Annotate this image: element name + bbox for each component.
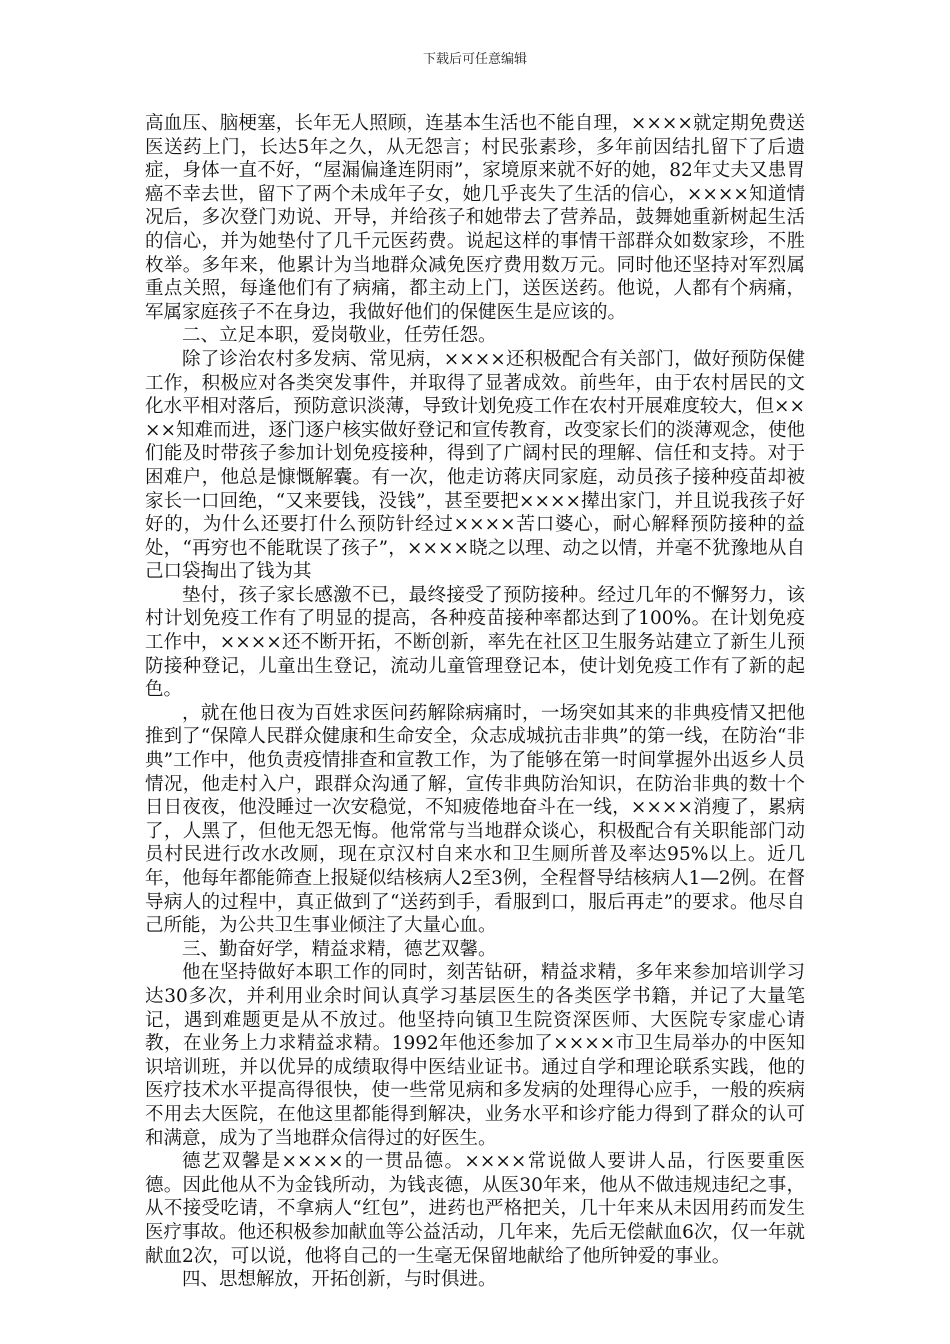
section-heading: 四、思想解放，开拓创新，与时俱进。	[182, 1269, 497, 1291]
paragraph: 高血压、脑梗塞，长年无人照顾，连基本生活也不能自理，××××就定期免费送医送药上门，长达5年之久，从无怨言；村民张素珍，多年前因结扎留下了后遗症，身体一直不好，“屋漏偏逢连阴雨”，家境原来就不好的她，82年丈夫又患胃癌不幸去世，留下了两个未成年子女，她几乎丧失了生活的信心，××××知道情况后，多次登门劝说、开导，并给孩子和她带去了营养品，鼓舞她重新树起生活的信心，并为她垫付了几千元医药费。说起这样的事情干部群众如数家珍，不胜枚举。多年来，他累计为当地群众减免医疗费用数万元。同时他还坚持对军烈属重点关照，每逢他们有了病痛，都主动上门，送医送药。他说，人都有个病痛，军属家庭孩子不在身边，我做好他们的保健医生是应该的。	[145, 113, 805, 323]
paragraph: 他在坚持做好本职工作的同时，刻苦钻研，精益求精，多年来参加培训学习达30多次，并利用业余时间认真学习基层医生的各类医学书籍，并记了大量笔记，遇到难题更是从不放过。他坚持向镇卫生院资深医师、大医院专家虚心请教，在业务上力求精益求精。1992年他还参加了××××市卫生局举办的中医知识培训班，并以优异的成绩取得中医结业证书。通过自学和理论联系实践，他的医疗技术水平提高得很快，使一些常见病和多发病的处理得心应手，一般的疾病不用去大医院，在他这里都能得到解决，业务水平和诊疗能力得到了群众的认可和满意，成为了当地群众信得过的好医生。	[145, 962, 805, 1149]
section-heading: 二、立足本职，爱岗敬业，任劳任怨。	[182, 325, 497, 347]
paragraph: 德艺双馨是××××的一贯品德。××××常说做人要讲人品，行医要重医德。因此他从不为金钱所动，为钱丧德，从医30年来，他从不做违规违纪之事，从不接受吃请，不拿病人“红包”，进药也严格把关，几十年来从未因用药而发生医疗事故。他还积极参加献血等公益活动，几年来，先后无偿献血6次，仅一年就献血2次，可以说，他将自己的一生毫无保留地献给了他所钟爱的事业。	[145, 1151, 805, 1267]
paragraph: 除了诊治农村多发病、常见病，××××还积极配合有关部门，做好预防保健工作，积极应对各类突发事件，并取得了显著成效。前些年，由于农村居民的文化水平相对落后，预防意识淡薄，导致计划免疫工作在农村开展难度较大，但××××知难而进，逐门逐户核实做好登记和宣传教育，改变家长们的淡薄观念，使他们能及时带孩子参加计划免疫接种，得到了广阔村民的理解、信任和支持。对于困难户，他总是慷慨解囊。有一次，他走访蒋庆同家庭，动员孩子接种疫苗却被家长一口回绝，“又来要钱，没钱”，甚至要把××××撵出家门，并且说我孩子好好的，为什么还要打什么预防针经过××××苦口婆心，耐心解释预防接种的益处，“再穷也不能耽误了孩子”，××××晓之以理、动之以情，并毫不犹豫地从自己口袋掏出了钱为其	[145, 348, 806, 583]
page-header: 下载后可任意编辑	[422, 52, 527, 67]
section-heading: 三、勤奋好学，精益求精，德艺双馨。	[182, 938, 497, 960]
document-body	[145, 112, 805, 1292]
paragraph: 垫付，孩子家长感激不已，最终接受了预防接种。经过几年的不懈努力，该村计划免疫工作有了明显的提高，各种疫苗接种率都达到了100%。在计划免疫工作中，××××还不断开拓，不断创新，率先在社区卫生服务站建立了新生儿预防接种登记，儿童出生登记，流动儿童管理登记本，使计划免疫工作有了新的起色。	[145, 584, 805, 701]
paragraph: ，就在他日夜为百姓求医问药解除病痛时，一场突如其来的非典疫情又把他推到了“保障人民群众健康和生命安全，众志成城抗击非典”的第一线，在防治“非典”工作中，他负责疫情排查和宣教工作，为了能够在第一时间掌握外出返乡人员情况，他走村入户，跟群众沟通了解，宣传非典防治知识，在防治非典的数十个日日夜夜，他没睡过一次安稳觉，不知疲倦地奋斗在一线，××××消瘦了，累病了，人黑了，但他无怨无悔。他常常与当地群众谈心，积极配合有关职能部门动员村民进行改水改厕，现在京汉村自来水和卫生厕所普及率达95%以上。近几年，他每年都能筛查上报疑似结核病人2至3例，全程督导结核病人1—2例。在督导病人的过程中，真正做到了“送药到手，看服到口，服后再走”的要求。他尽自己所能，为公共卫生事业倾注了大量心血。	[145, 702, 805, 937]
